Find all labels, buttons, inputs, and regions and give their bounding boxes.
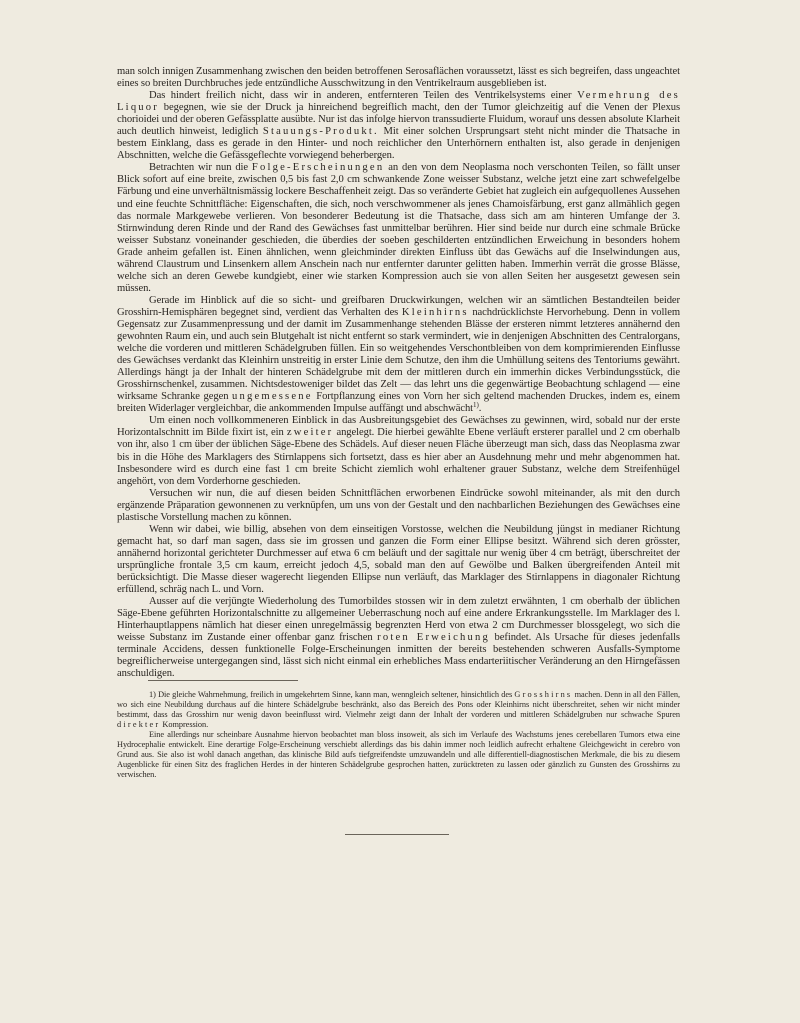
text-run: Vermehrung des Liquor (117, 90, 680, 114)
text-run: Ausser auf die verjüngte Wiederholung des Tumorbildes stossen wir in dem zuletzt erwähnten, 1 cm oberhalb der üblichen Säge-Ebene geführten Horizontalschnitte zu allgemeiner Ueberraschung noch auf eine andere Erkrankungsstelle. Im Marklager des l. Hinterhauptlappens nämlich hat dieser einen unregelmässig begrenzten Herd von etwa 2 cm Durchmesser blossgelegt, wo sich die weisse Substanz im Zustande einer offenbar ganz frischen (117, 596, 680, 644)
text-run: Gerade im Hinblick auf die so sicht- und greifbaren Druckwirkungen, welchen wir an sämtlichen Bestandteilen beider Grosshirn-Hemisphären begegnet sind, verdient das Verhalten des (117, 294, 680, 318)
text-run: Mit einer solchen Ursprungsart steht nicht minder die Thatsache in bestem Einklang, dass es gerade in den Hinter- und noch reichlicher den Unterhörnern enthalten ist, also gerade in denjenigen Abschnitten, welche die Gefässgeflechte vorwiegend beherbergen. (117, 126, 680, 162)
text-run: Um einen noch vollkommeneren Einblick in das Ausbreitungsgebiet des Gewächses zu gewinnen, wird, sobald nur der erste Horizontalschnitt im Bilde fixirt ist, ein (117, 415, 680, 439)
text-run: an den von dem Neoplasma noch verschonten Teilen, so fällt unser Blick sofort auf eine breite, zwischen 0,5 bis fast 2,0 cm schwankende Zone weisser Substanz, welche jetzt eine zart schwefelgelbe Färbung und eine unverhältnismässig lockere Beschaffenheit zeigt. Das so veränderte Gebiet hat zugleich ein aufgequollenes Aussehen und eine feuchte Schnittfläche: Eigenschaften, die sich, noch verschwommener als jenes Chamoisfärbung, erst ganz allmählich gegen das normale Markgewebe verlieren. Von besonderer Bedeutung ist die Thatsache, dass sich am am hinteren Umfange der 3. Stirnwindung deren Rinde und der Rand des Gewächses fast unmittelbar berühren. Hier sind beide nur durch eine schmale Brücke weisser Substanz voneinander geschieden, die überdies der soeben geschilderten entzündlichen Erweichung in besonders hohem Grade anheim gefallen ist. Einen ähnlichen, wenn gleichminder direkten Einfluss übt das Gewächs auf die Inselwindungen aus, während Claustrum und Linsenkern allem Anschein nach nur entfernter darunter gelitten haben. Immerhin verrät die grosse Blässe, welche sich an deren Gewebe kundgiebt, einer wie starken Kompression auch sie von allen Seiten her ausgesetzt gewesen sein müssen. (117, 162, 680, 294)
paragraph (117, 524, 680, 596)
footnote-ref: 1) (473, 401, 479, 410)
text-run: roten Erweichung (377, 632, 490, 644)
paragraph (117, 295, 680, 415)
paragraph (117, 488, 680, 524)
text-run: angelegt. Die hierbei gewählte Ebene verläuft ersterer parallel und 2 cm oberhalb von ihr, also 1 cm über der üblichen Säge-Ebene des Schädels. Auf dieser neuen Fläche überzeugt man sich, dass das Neoplasma zwar bis in die Höhe des Marklagers des Stirnlappens sich fortsetzt, dass es hier aber an Ausdehnung mehr und mehr abgenommen hat. Insbesondere wird es durch eine fast 1 cm breite Schicht ziemlich wohl erhaltener grauer Substanz, welche dem Streifenhügel angehört, von dem Vorderhorne geschieden. (117, 427, 680, 487)
paragraph (117, 162, 680, 295)
text-run: begegnen, wie sie der Druck ja hinreichend begreiflich macht, den der Tumor gleichzeitig auf die Venen der Plexus chorioidei und der oberen Gefässplatte ausübte. Nur ist das infolge hiervon transsudierte Fluidum, worauf uns dessen absolute Klarheit auch deutlich hinweist, lediglich (117, 102, 680, 138)
footnote-paragraph (117, 730, 680, 780)
footnotes (117, 690, 680, 780)
text-run: zweiter (286, 427, 334, 439)
text-run: Eine allerdings nur scheinbare Ausnahme hiervon beobachtet man bloss insoweit, als sich im Verlaufe des Wachstums jenes cerebellaren Tumors etwa eine Hydrocephalie entwickelt. Eine derartige Folge-Erscheinung verschiebt allerdings das bis dahin immer noch leidlich aufrecht erhaltene Gleichgewicht in cerebro von Grund aus. Sie also ist wohl danach angethan, das klinische Bild aufs tiefgreifendste umzuwandeln und alle differentiell-diagnostischen Merkmale, die bis zu diesem Augenblicke für einen Sitz des fraglichen Herdes in der hinteren Schädelgrube gesprochen hatten, zurücktreten zu lassen oder gänzlich zu Gunsten des Grosshirns zu verwischen. (117, 730, 680, 780)
text-run: Das hindert freilich nicht, dass wir in anderen, entfernteren Teilen des Ventrikelsystems einer (149, 90, 578, 102)
text-run: man solch innigen Zusammenhang zwischen den beiden betroffenen Serosaflächen voraussetzt, lässt es sich begreifen, dass ungeachtet eines so breiten Durchbruches jede entzündliche Ausschwitzung in den Ventrikelraum ausgeblieben ist. (117, 66, 680, 90)
text-run: . (478, 403, 482, 415)
text-run: ungemessene (232, 391, 313, 403)
text-run: 1) Die gleiche Wahrnehmung, freilich in umgekehrtem Sinne, kann man, wenngleich seltener, hinsichtlich des (149, 690, 515, 699)
end-rule (345, 834, 449, 835)
text-run: machen. Denn in all den Fällen, wo sich eine Neubildung durchaus auf die hintere Schädelgrube beschränkt, also das Bereich des Pons oder Kleinhirns nicht überschreitet, sehen wir nicht minder bestimmt, dass das Grosshirn nur wenig davon beeinflusst wird. Vielmehr zeigt dann der Inhalt der vorderen und mittleren Schädelgruben nur schwache Spuren (117, 690, 680, 720)
text-run: Wenn wir dabei, wie billig, absehen von dem einseitigen Vorstosse, welchen die Neubildung jüngst in medianer Richtung gemacht hat, so darf man sagen, dass sie im grossen und ganzen die Form einer Ellipse besitzt. Während sich deren grösster, annähernd horizontal gerichteter Durchmesser auf etwa 6 cm beläuft und der sagittale nur wenig über 4 cm beträgt, überschreitet der ursprüngliche frontale 3,5 cm kaum, erreicht jedoch 4,5, sobald man den auf Gewölbe und Balken übergreifenden Anteil mit berücksichtigt. Die Masse dieser wagerecht liegenden Ellipse nun verläuft, das Marklager des Stirnlappens in diagonaler Richtung erfüllend, schräg nach L. und Vorn. (117, 523, 680, 596)
text-run: Versuchen wir nun, die auf diesen beiden Schnittflächen erworbenen Eindrücke sowohl miteinander, als mit den durch ergänzende Präparation gewonnenen zu verknüpfen, um uns von der Gestalt und den nachbarlichen Beziehungen des Gewächses eine plastische Vorstellung machen zu können. (117, 487, 680, 523)
text-run: nachdrücklichste Hervorhebung. Denn in vollem Gegensatz zur Zusammenpressung und der damit im Zusammenhange stehenden Blässe der ersteren nimmt letzteres annähernd den gewohnten Raum ein, und auch sein Blutgehalt ist nicht entfernt so stark vermindert, wie in denjenigen Abschnitten des Centralorgans, welche die vorderen und mittleren Schädelgruben füllen. Ein so weitgehendes Verschontbleiben von dem komprimierenden Einflusse des Gewächses verdankt das Kleinhirn unstreitig in erster Linie dem Schutze, den ihm die Umhüllung seitens des Tentoriums gewährt. Allerdings hängt ja der Inhalt der hinteren Schädelgrube mit dem der mittleren durch ein immerhin dickes Verbindungsstück, die Grosshirnschenkel, zusammen. Nichtsdestoweniger bildet das Zelt — das lehrt uns die gegenwärtige Beobachtung schlagend — eine wirksame Schranke gegen (117, 306, 681, 403)
text-run: Grosshirns (514, 690, 573, 699)
text-run: befindet. Als Ursache für dieses jedenfalls terminale Accidens, dessen funktionelle Folge-Erscheinungen inmitten der bereits bestehenden schweren Ausfalls-Symptome begreiflicherweise untergegangen sind, lässt sich nicht einmal ein erhebliches Mass endarteriitischer Veränderung an den Hirngefässen anschuldigen. (117, 632, 680, 680)
paragraph (117, 596, 680, 680)
text-run: Betrachten wir nun die (149, 162, 252, 174)
paragraph (117, 66, 680, 90)
text-run: direkter (117, 720, 161, 730)
text-run: Fortpflanzung eines von Vorn her sich geltend machenden Druckes, indem es, einem breiten Widerlager vergleichbar, die ankommenden Impulse auffängt und abschwächt (117, 391, 680, 415)
footnote-paragraph (117, 690, 680, 730)
footnote-separator (148, 680, 298, 681)
text-run: Kompression. (160, 720, 209, 730)
paragraph (117, 415, 680, 487)
main-text-body (117, 66, 680, 680)
paragraph (117, 90, 680, 162)
text-run: Kleinhirns (401, 306, 469, 318)
text-run: Folge-Erscheinungen (251, 162, 385, 174)
text-run: Stauungs-Produkt. (262, 126, 379, 138)
